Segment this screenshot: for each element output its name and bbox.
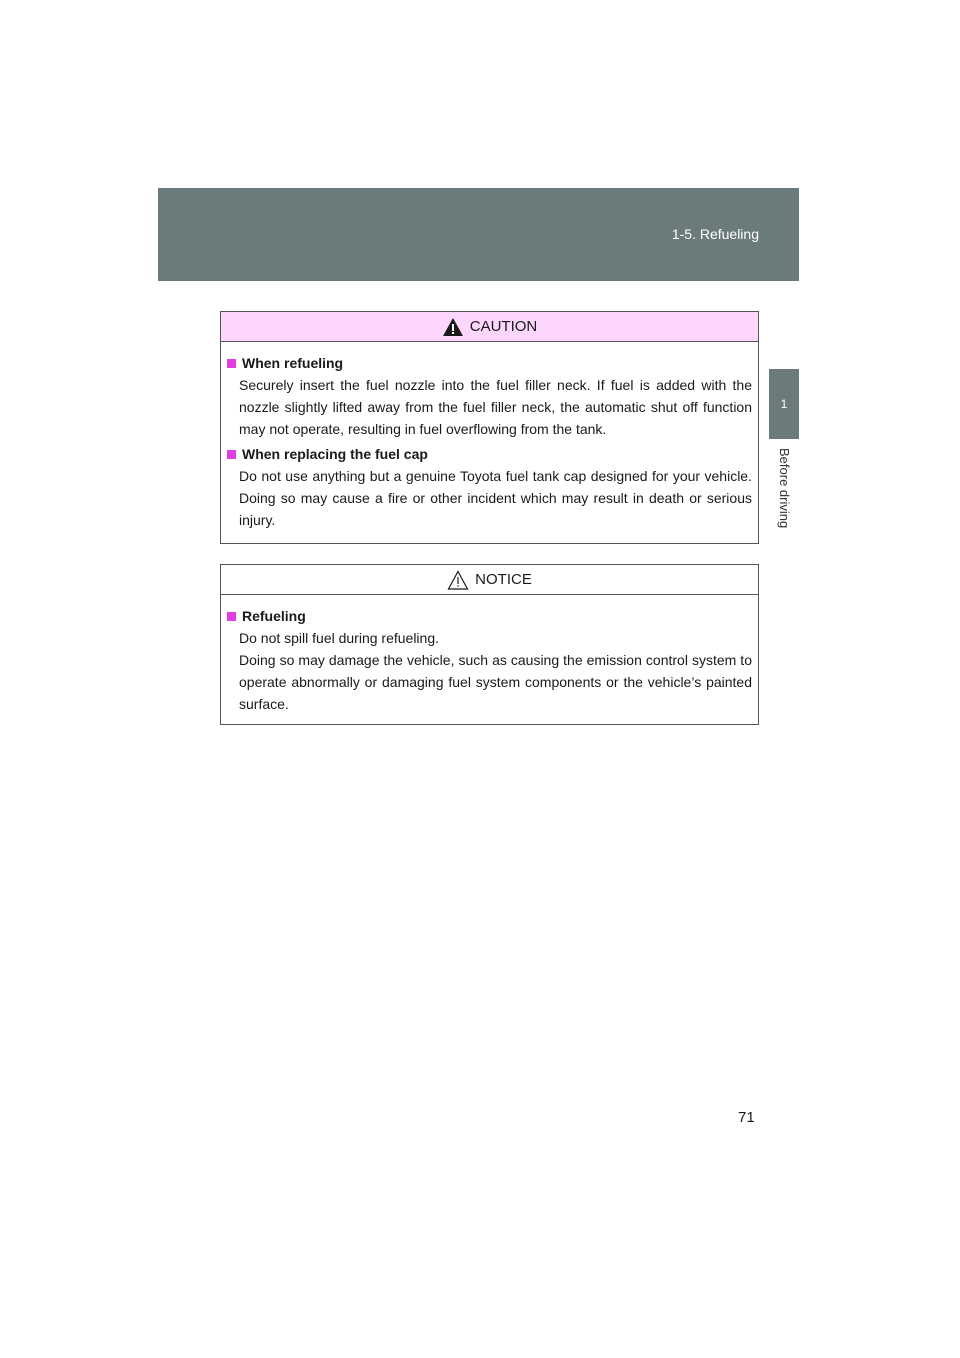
caution-title: CAUTION bbox=[469, 318, 538, 335]
caution-text-refueling: Securely insert the fuel nozzle into the fuel filler neck. If fuel is added with the nozzle slightly lifted away from the fuel filler neck, the automatic shut off function may not operate, resulting in fuel overflowing from the tank. bbox=[239, 377, 752, 437]
caution-box bbox=[220, 311, 759, 544]
chapter-label: Before driving bbox=[777, 448, 792, 529]
caution-heading-refueling: When refueling bbox=[242, 355, 344, 371]
chapter-number: 1 bbox=[780, 397, 788, 411]
header-band bbox=[158, 188, 799, 281]
caution-header bbox=[221, 312, 758, 342]
square-bullet-icon bbox=[227, 612, 236, 621]
notice-body bbox=[221, 595, 758, 715]
caution-item-heading bbox=[227, 352, 752, 374]
notice-text-line-1: Do not spill fuel during refueling. bbox=[239, 630, 440, 646]
caution-body bbox=[221, 342, 758, 531]
notice-box bbox=[220, 564, 759, 725]
notice-text-line-2: Doing so may damage the vehicle, such as causing the emission control system to operate abnormally or damaging fuel system components or the vehicle’s painted surface. bbox=[239, 652, 752, 712]
page-number: 71 bbox=[738, 1109, 755, 1126]
notice-header bbox=[221, 565, 758, 595]
square-bullet-icon bbox=[227, 450, 236, 459]
chapter-tab bbox=[769, 369, 799, 439]
notice-title: NOTICE bbox=[475, 571, 532, 588]
square-bullet-icon bbox=[227, 359, 236, 368]
caution-heading-fuel-cap: When replacing the fuel cap bbox=[242, 446, 428, 462]
caution-text-fuel-cap: Do not use anything but a genuine Toyota fuel tank cap designed for your vehicle. Doing so may cause a fire or other incident which may result in death or serious injury. bbox=[239, 468, 752, 528]
notice-item-heading bbox=[227, 605, 752, 627]
warning-filled-icon bbox=[442, 317, 464, 337]
caution-item-heading bbox=[227, 443, 752, 465]
section-title: 1-5. Refueling bbox=[671, 226, 759, 242]
warning-outline-icon bbox=[447, 570, 469, 590]
notice-heading-refueling: Refueling bbox=[242, 608, 306, 624]
